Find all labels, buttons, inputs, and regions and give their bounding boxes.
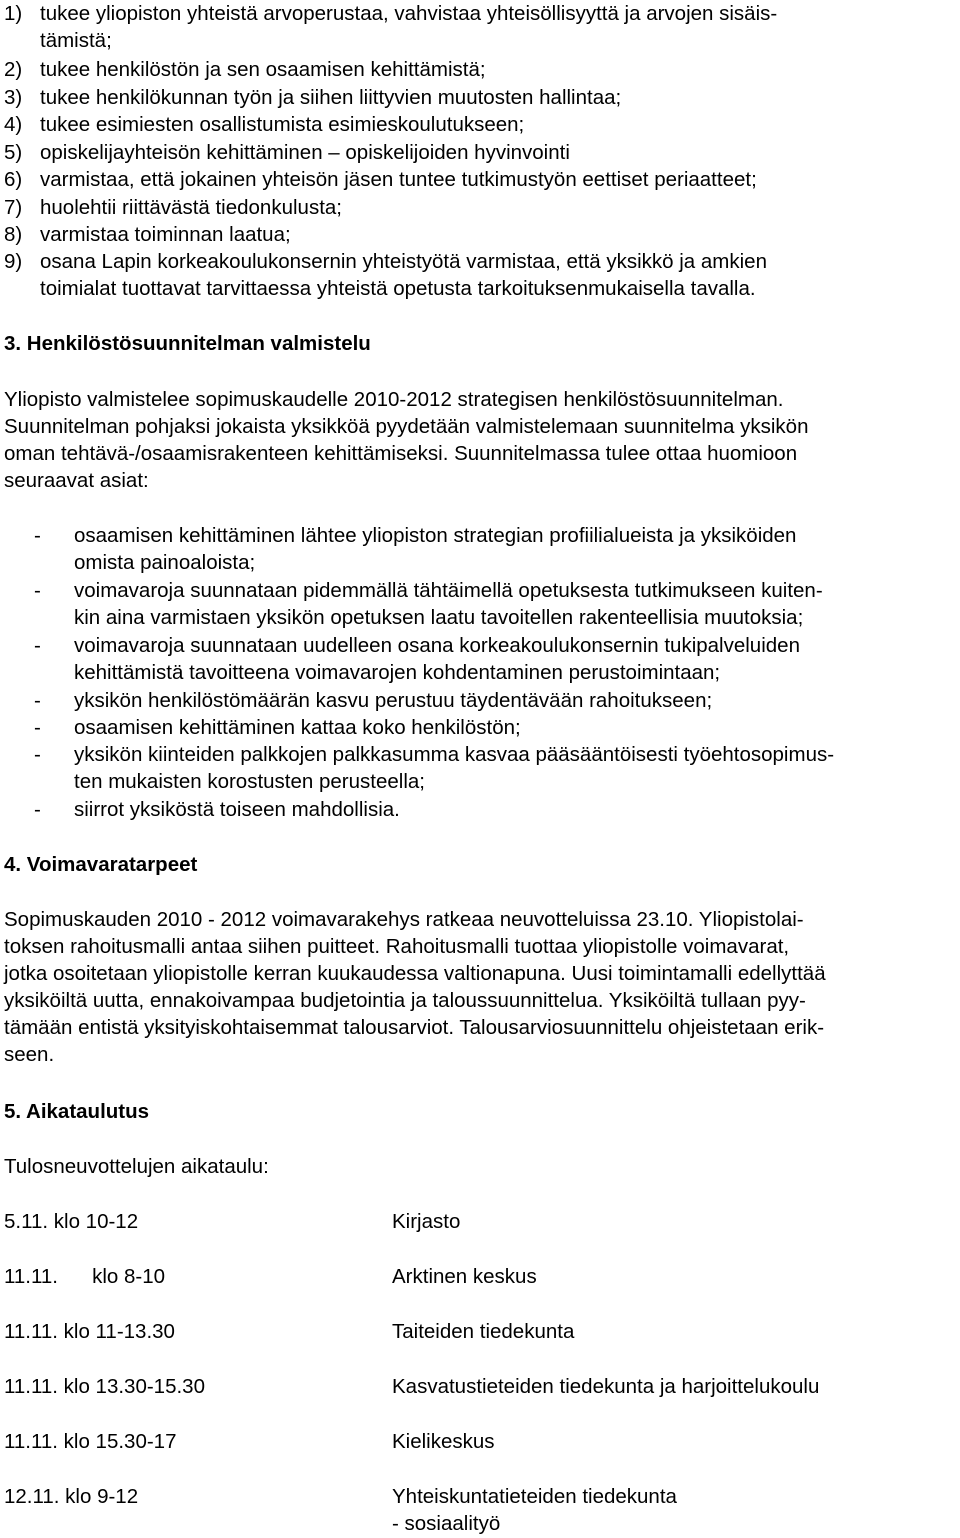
list-text: varmistaa toiminnan laatua; — [40, 223, 291, 246]
section-heading: 3. Henkilöstösuunnitelman valmistelu — [4, 332, 371, 355]
list-number: 3) — [4, 86, 23, 109]
schedule-place: Kirjasto — [392, 1210, 461, 1233]
paragraph: Yliopisto valmistelee sopimuskaudelle 2010-2012 strategisen henkilöstösuunnitelman. Suunnitelman pohjaksi jokaista yksikköä pyydetään valmistelemaan suunnitelma yksikön oman tehtävä-/osaamisrakenteen kehittämiseksi. Suunnitelmassa tulee ottaa huomioon seuraavat asiat: — [4, 388, 809, 492]
list-text: varmistaa, että jokainen yhteisön jäsen tuntee tutkimustyön eettiset periaatteet; — [40, 168, 757, 191]
list-item — [4, 221, 954, 248]
bullet-item: - yksikön henkilöstömäärän kasvu perustuu täydentävään rahoitukseen; — [34, 689, 713, 712]
list-item — [4, 84, 954, 111]
bullet-item: - yksikön kiinteiden palkkojen palkkasumma kasvaa pääsääntöisesti työehtosopimus- ten mukaisten korostusten perusteella; — [34, 743, 835, 793]
list-item — [4, 248, 954, 302]
bullet-item: - voimavaroja suunnataan uudelleen osana korkeakoulukonsernin tukipalveluiden kehittämistä tavoitteena voimavarojen kohdentaminen perustoimintaan; — [34, 634, 800, 684]
list-item — [4, 139, 954, 166]
list-text: opiskelijayhteisön kehittäminen – opiskelijoiden hyvinvointi — [40, 141, 570, 164]
schedule-time: 11.11. klo 8-10 — [4, 1265, 166, 1288]
list-text: tukee esimiesten osallistumista esimieskoulutukseen; — [40, 113, 525, 136]
list-number: 6) — [4, 168, 23, 191]
list-number: 5) — [4, 141, 23, 164]
list-number: 4) — [4, 113, 23, 136]
list-text: huolehtii riittävästä tiedonkulusta; — [40, 196, 342, 219]
bullet-item: - osaamisen kehittäminen kattaa koko henkilöstön; — [34, 716, 521, 739]
schedule-time: 11.11. klo 11-13.30 — [4, 1320, 175, 1343]
schedule-time: 5.11. klo 10-12 — [4, 1210, 139, 1233]
list-text: tukee henkilökunnan työn ja siihen liittyvien muutosten hallintaa; — [40, 86, 622, 109]
list-item — [4, 56, 954, 83]
schedule-time: 11.11. klo 13.30-15.30 — [4, 1375, 205, 1398]
bullet-item: - osaamisen kehittäminen lähtee yliopiston strategian profiilialueista ja yksiköiden omista painoaloista; — [34, 524, 797, 574]
schedule-place: Yhteiskuntatieteiden tiedekunta - sosiaalityö — [392, 1485, 677, 1535]
list-number: 1) — [4, 2, 23, 25]
list-item — [4, 111, 954, 138]
list-number: 7) — [4, 196, 23, 219]
schedule-place: Kasvatustieteiden tiedekunta ja harjoittelukoulu — [392, 1375, 820, 1398]
list-text: tukee yliopiston yhteistä arvoperustaa, vahvistaa yhteisöllisyyttä ja arvojen sisäis- tämistä; — [40, 2, 778, 52]
bullet-item: - siirrot yksiköstä toiseen mahdollisia. — [34, 798, 400, 821]
schedule-time: 12.11. klo 9-12 — [4, 1485, 139, 1508]
list-item — [4, 0, 954, 54]
list-item — [4, 166, 954, 193]
schedule-place: Taiteiden tiedekunta — [392, 1320, 575, 1343]
list-number: 2) — [4, 58, 23, 81]
list-number: 9) — [4, 250, 23, 273]
paragraph: Sopimuskauden 2010 - 2012 voimavarakehys ratkeaa neuvotteluissa 23.10. Yliopistolai- toksen rahoitusmalli antaa siihen puitteet. Rahoitusmalli tuottaa yliopistolle voimavarat, jotka osoitetaan yliopistolle kerran kuukaudessa valtionapuna. Uusi toimintamalli edellyttää yksiköiltä uutta, ennakoivampaa budjetointia ja taloussuunnittelua. Yksiköiltä tullaan pyy- tämään entistä yksityiskohtaisemmat talousarviot. Talousarviosuunnittelu ohjeistetaan erik- seen. — [4, 908, 826, 1066]
bullet-item: - voimavaroja suunnataan pidemmällä tähtäimellä opetuksesta tutkimukseen kuiten- kin aina varmistaen yksikön opetuksen laatu tavoitellen rakenteellisia muutoksia; — [34, 579, 823, 629]
list-text: osana Lapin korkeakoulukonsernin yhteistyötä varmistaa, että yksikkö ja amkien toimialat tuottavat tarvittaessa yhteistä opetusta tarkoituksenmukaisella tavalla. — [40, 250, 767, 300]
schedule-place: Kielikeskus — [392, 1430, 495, 1453]
section-heading: 5. Aikataulutus — [4, 1100, 150, 1123]
schedule-place: Arktinen keskus — [392, 1265, 537, 1288]
list-text: tukee henkilöstön ja sen osaamisen kehittämistä; — [40, 58, 486, 81]
schedule-time: 11.11. klo 15.30-17 — [4, 1430, 177, 1453]
schedule-intro: Tulosneuvottelujen aikataulu: — [4, 1155, 269, 1178]
list-item — [4, 194, 954, 221]
list-number: 8) — [4, 223, 23, 246]
section-heading: 4. Voimavaratarpeet — [4, 853, 198, 876]
